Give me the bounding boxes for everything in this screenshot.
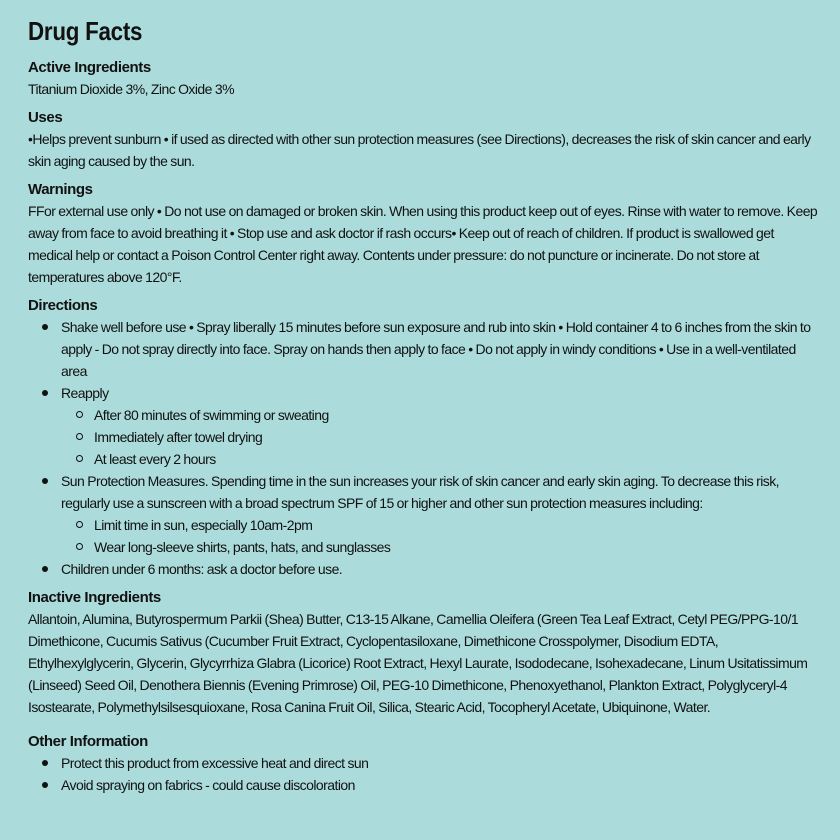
sub-list-item — [61, 404, 820, 426]
uses-section — [28, 107, 820, 172]
reapply-sublist — [61, 404, 820, 470]
active-ingredients-heading: Active Ingredients — [28, 59, 151, 77]
active-ingredients-section — [28, 57, 820, 100]
directions-list — [28, 316, 820, 580]
sub-item-text: Limit time in sun, especially 10am-2pm — [94, 517, 313, 534]
list-item — [28, 774, 820, 796]
list-item — [28, 316, 820, 382]
page-title: Drug Facts — [28, 16, 143, 46]
list-item — [28, 382, 820, 470]
bullet-icon — [42, 390, 48, 396]
sub-item-text: After 80 minutes of swimming or sweating — [94, 407, 329, 424]
directions-item-text: Reapply — [61, 385, 109, 402]
bullet-icon — [42, 782, 48, 788]
other-information-list — [28, 752, 820, 796]
directions-item-text: Sun Protection Measures. Spending time in the sun increases your risk of skin cancer and early skin aging. To decrease this risk, regularly use a sunscreen with a broad spectrum SPF of 15 or higher and other sun protection measures including: — [61, 473, 780, 512]
other-information-heading: Other Information — [28, 733, 148, 751]
active-ingredients-text: Titanium Dioxide 3%, Zinc Oxide 3% — [28, 81, 234, 98]
other-item-text: Protect this product from excessive heat and direct sun — [61, 755, 369, 772]
uses-text: •Helps prevent sunburn • if used as directed with other sun protection measures (see Directions), decreases the risk of skin cancer and early skin aging caused by the sun. — [28, 131, 811, 170]
sub-list-item — [61, 426, 820, 448]
hollow-bullet-icon — [76, 455, 83, 462]
hollow-bullet-icon — [76, 433, 83, 440]
inactive-ingredients-section — [28, 587, 820, 718]
hollow-bullet-icon — [76, 411, 83, 418]
list-item — [28, 752, 820, 774]
list-item — [28, 470, 820, 558]
uses-heading: Uses — [28, 109, 63, 127]
other-item-text: Avoid spraying on fabrics - could cause discoloration — [61, 777, 355, 794]
directions-item-text: Children under 6 months: ask a doctor before use. — [61, 561, 343, 578]
list-item — [28, 558, 820, 580]
directions-heading: Directions — [28, 297, 98, 315]
bullet-icon — [42, 566, 48, 572]
warnings-section — [28, 179, 820, 288]
sub-list-item — [61, 536, 820, 558]
directions-item-text: Shake well before use • Spray liberally 15 minutes before sun exposure and rub into skin • Hold container 4 to 6 inches from the skin to apply - Do not spray directly into face. Spray on hands then apply to face • Do not apply in windy conditions • Use in a well-ventilated area — [61, 319, 811, 380]
sub-list-item — [61, 448, 820, 470]
warnings-heading: Warnings — [28, 181, 93, 199]
hollow-bullet-icon — [76, 543, 83, 550]
warnings-text: FFor external use only • Do not use on damaged or broken skin. When using this product keep out of eyes. Rinse with water to remove. Keep away from face to avoid breathing it • Stop use and ask doctor if rash occurs• Keep out of reach of children. If product is swallowed get medical help or contact a Poison Control Center right away. Contents under pressure: do not puncture or incinerate. Do not store at temperatures above 120°F. — [28, 203, 818, 286]
bullet-icon — [42, 324, 48, 330]
other-information-section — [28, 731, 820, 796]
bullet-icon — [42, 478, 48, 484]
sub-item-text: At least every 2 hours — [94, 451, 216, 468]
sub-list-item — [61, 514, 820, 536]
inactive-ingredients-text: Allantoin, Alumina, Butyrospermum Parkii (Shea) Butter, C13-15 Alkane, Camellia Oleifera (Green Tea Leaf Extract, Cetyl PEG/PPG-10/1 Dimethicone, Cucumis Sativus (Cucumber Fruit Extract, Cyclopentasiloxane, Dimethicone Crosspolymer, Disodium EDTA, Ethylhexylglycerin, Glycerin, Glycyrrhiza Glabra (Licorice) Root Extract, Hexyl Laurate, Isododecane, Isohexadecane, Linum Usitatissimum (Linseed) Seed Oil, Denothera Biennis (Evening Primrose) Oil, PEG-10 Dimethicone, Phenoxyethanol, Plankton Extract, Polyglyceryl-4 Isostearate, Polymethylsilsesquioxane, Rosa Canina Fruit Oil, Silica, Stearic Acid, Tocopheryl Acetate, Ubiquinone, Water. — [28, 611, 808, 716]
sun-protection-sublist — [61, 514, 820, 558]
bullet-icon — [42, 760, 48, 766]
sub-item-text: Wear long-sleeve shirts, pants, hats, and sunglasses — [94, 539, 391, 556]
directions-section — [28, 295, 820, 580]
hollow-bullet-icon — [76, 521, 83, 528]
inactive-ingredients-heading: Inactive Ingredients — [28, 589, 161, 607]
sub-item-text: Immediately after towel drying — [94, 429, 263, 446]
